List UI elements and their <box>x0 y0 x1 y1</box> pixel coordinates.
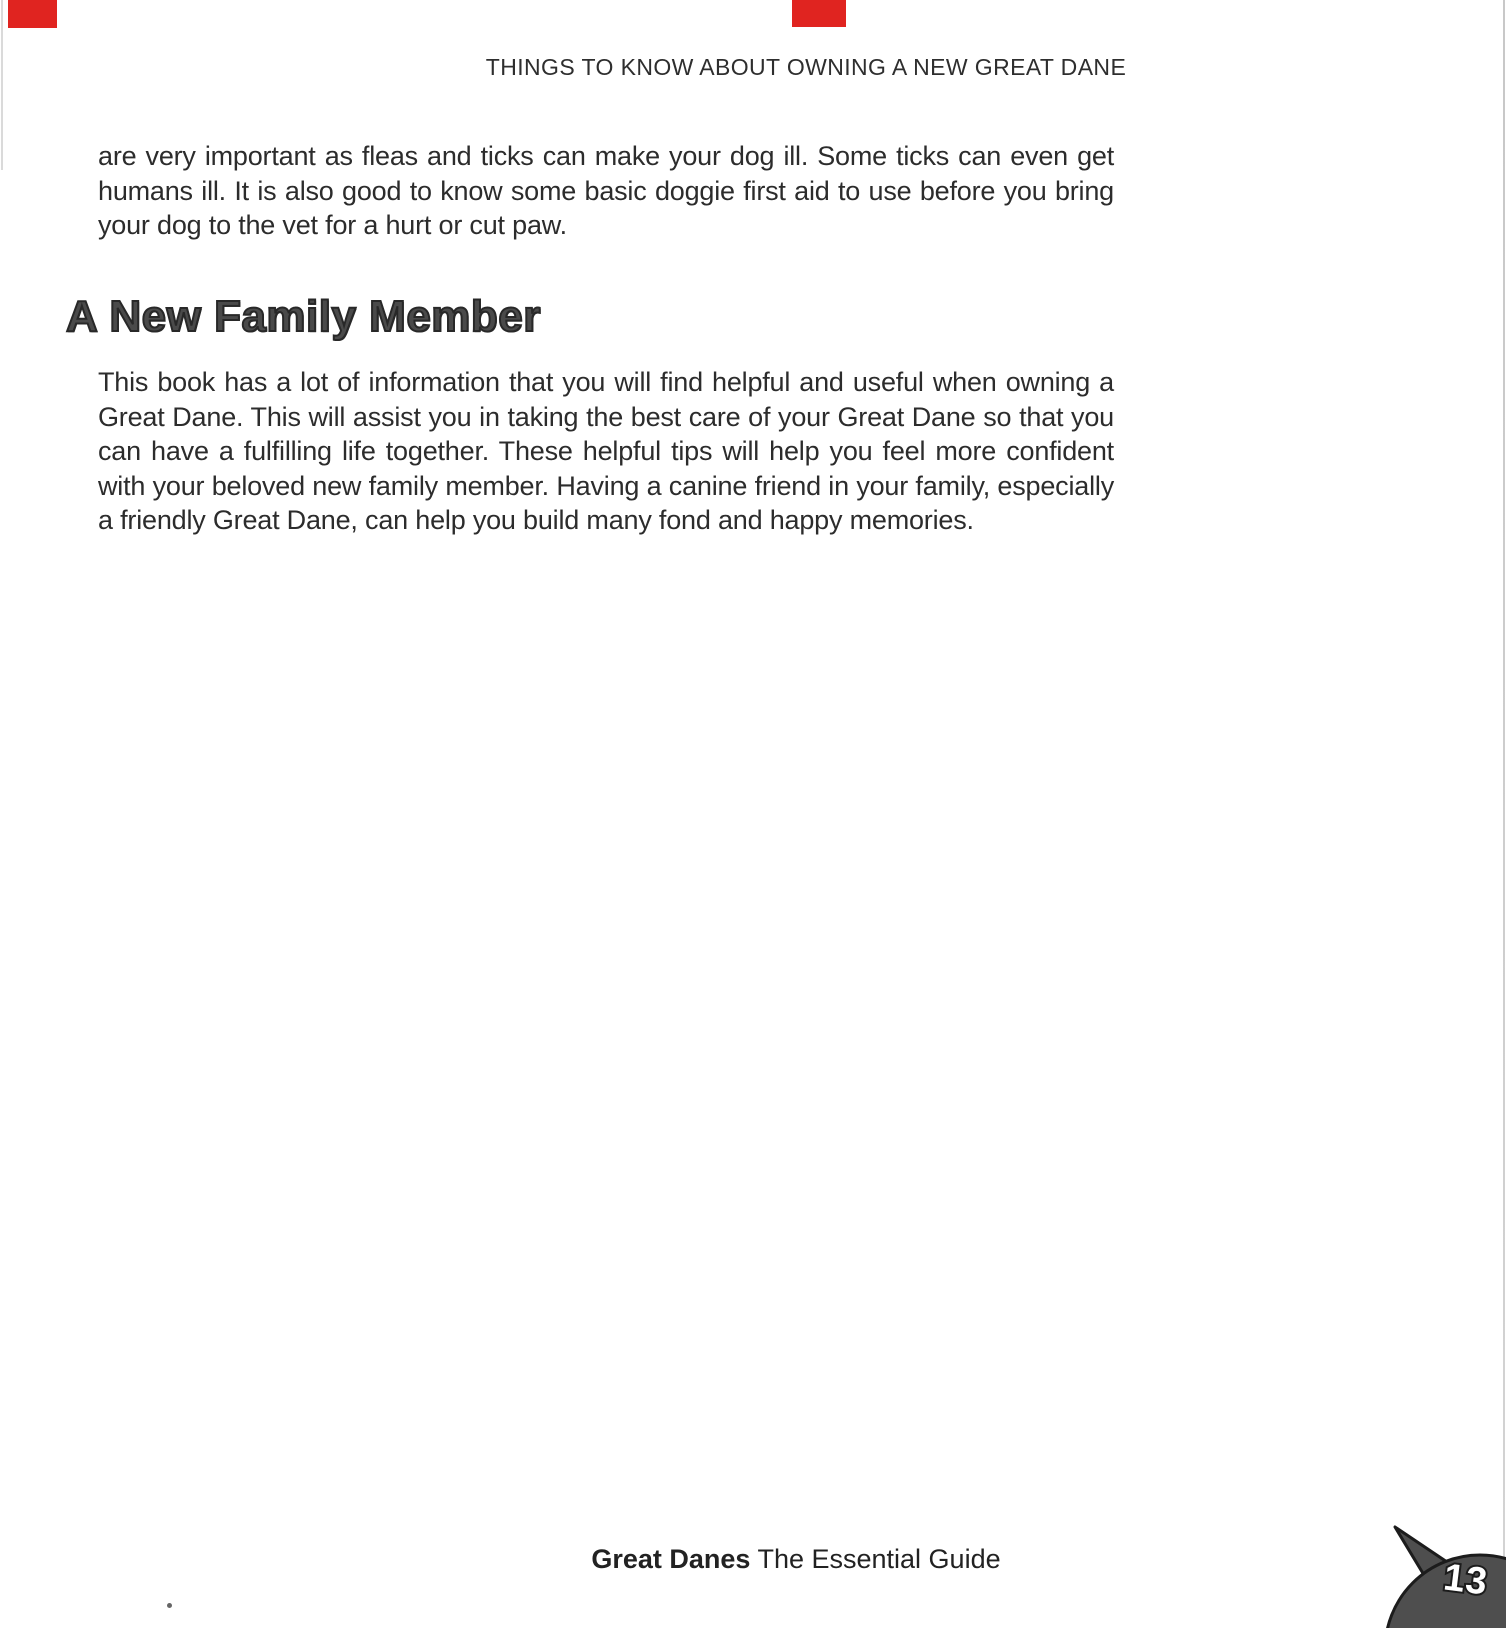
text-line: with your beloved new family member. Having a canine friend in your family, especially <box>98 470 1114 501</box>
text-line: are very important as fleas and ticks can make your dog ill. Some ticks can even get <box>98 141 1114 171</box>
footer-subtitle: The Essential Guide <box>750 1544 1001 1574</box>
footer-title-bold: Great Danes <box>591 1544 751 1574</box>
red-tab-mark-left <box>8 0 57 28</box>
text-line: can have a fulfilling life together. These helpful tips will help you feel more confident <box>98 436 1114 466</box>
text-line: your dog to the vet for a hurt or cut paw. <box>98 210 567 240</box>
page-number: 13 <box>1441 1556 1491 1604</box>
text-line: This book has a lot of information that you will find helpful and useful when owning a <box>98 367 1114 397</box>
red-tab-mark-center <box>792 0 846 27</box>
paragraph-new-family-member <box>98 365 1114 538</box>
running-header: THINGS TO KNOW ABOUT OWNING A NEW GREAT DANE <box>485 54 1127 80</box>
footer-book-title <box>86 1544 1506 1575</box>
text-line: a friendly Great Dane, can help you build many fond and happy memories. <box>98 505 974 535</box>
scan-edge-left <box>1 0 3 170</box>
scan-edge-right <box>1503 0 1505 1628</box>
text-line: humans ill. It is also good to know some basic doggie first aid to use before you bring <box>98 175 1114 206</box>
text-line: Great Dane. This will assist you in taking the best care of your Great Dane so that you <box>98 401 1114 432</box>
page-number-bubble <box>1326 1488 1506 1628</box>
scan-speck <box>167 1603 172 1608</box>
section-heading: A New Family Member <box>66 292 541 341</box>
paragraph-first-aid <box>98 139 1114 243</box>
